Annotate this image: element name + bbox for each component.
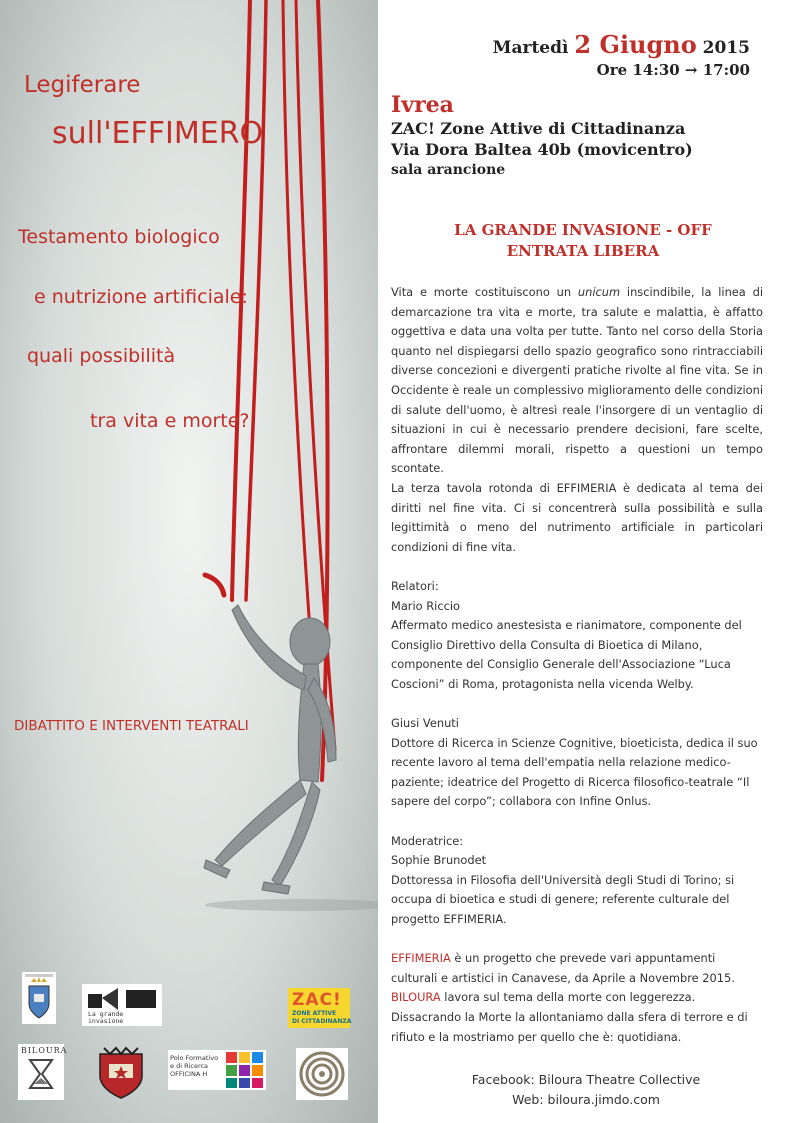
la-grande-invasione-text-1: La grande	[88, 1010, 124, 1018]
speaker-2-name: Giusi Venuti	[391, 716, 459, 731]
web-line: Web: biloura.jimdo.com	[512, 1092, 660, 1107]
contacts-block	[378, 1070, 794, 1110]
event-description	[391, 283, 763, 1047]
city-name: Ivrea	[391, 92, 454, 118]
intro-text-rest: inscindibile, la linea di demarcazione tra vita e morte, tra salute e malattia, è affatto oggettiva e data una volta per tutte. Tanto nel corso della Storia quanto nel dispiegarsi dello spazio geografico sono rintracciabili diverse concezioni e divergenti pratiche rivolte al fine vita. Se in Occidente è reale un complessivo miglioramento delle condizioni di salute dell'uomo, è altresì reale l'insorgere di un ventaglio di situazioni in cui è necessario prendere decisioni, fare scelte, affrontare dilemmi morali, rispetto a questioni un tempo scontate.	[391, 285, 764, 476]
web-label: Web	[512, 1092, 540, 1107]
title-line-1: Legiferare	[24, 72, 141, 98]
venue-name: ZAC! Zone Attive di Cittadinanza	[391, 119, 686, 138]
date-highlight: 2 Giugno	[574, 30, 697, 59]
puppet-illustration	[0, 0, 378, 1123]
zac-logo-word: ZAC!	[292, 990, 342, 1010]
moderator-name: Sophie Brunodet	[391, 853, 487, 868]
event-time: Ore 14:30 → 17:00	[596, 61, 750, 79]
question-line-3: quali possibilità	[27, 345, 176, 367]
moderatrice-label: Moderatrice:	[391, 833, 464, 848]
zac-logo	[288, 988, 350, 1028]
venue-address: Via Dora Baltea 40b (movicentro)	[391, 140, 693, 159]
moderator-bio: Dottoressa in Filosofia dell'Università degli Studi di Torino; si occupa di bioetica e studi di genere; referente culturale del progetto EFFIMERIA.	[391, 872, 735, 926]
event-info-panel	[378, 0, 794, 1123]
facebook-label: Facebook	[471, 1072, 531, 1087]
question-line-2: e nutrizione artificiale:	[34, 286, 248, 308]
headline-line-2: ENTRATA LIBERA	[506, 242, 660, 260]
facebook-line: Facebook: Biloura Theatre Collective	[471, 1072, 701, 1087]
speaker-2-bio: Dottore di Ricerca in Scienze Cognitive, bioeticista, dedica il suo recente lavoro al tema dell'empatia nella relazione medico-paziente; ideatrice del Progetto di Ricerca filosofico-teatrale “Il sapere del corpo”; collabora con Infine Onlus.	[391, 735, 758, 809]
date-time-block	[493, 30, 750, 79]
date-line	[493, 30, 750, 59]
unicum-word: unicum	[577, 285, 621, 299]
question-line-4: tra vita e morte?	[90, 410, 250, 432]
silver-figure	[204, 605, 336, 894]
municipal-crest-logo	[94, 1044, 148, 1100]
effimeria-paragraph	[391, 949, 763, 988]
intro-paragraph	[391, 283, 763, 479]
biloura-logo	[18, 1044, 68, 1100]
title-line-2: sull'EFFIMERO	[52, 116, 264, 151]
officina-h-text-3: OFFICINA H	[170, 1070, 208, 1078]
comune-crest-logo	[22, 972, 56, 1024]
biloura-logo-text: BILOURA	[21, 1046, 68, 1055]
poster-artwork-panel	[0, 0, 378, 1123]
intro-text-start: Vita e morte costituiscono un	[391, 285, 578, 299]
venue-room: sala arancione	[391, 162, 506, 178]
effimeria-text: è un progetto che prevede vari appuntamenti culturali e artistici in Canavese, da Aprile a Novembre 2015.	[391, 951, 735, 985]
second-paragraph: La terza tavola rotonda di EFFIMERIA è dedicata al tema dei diritti nel fine vita. Ci si concentrerà sulla possibilità e sulla legittimità o meno del nutrimento artificiale in particolari condizioni di fine vita.	[391, 480, 763, 554]
zac-logo-sub-1: ZONE ATTIVE	[292, 1010, 337, 1017]
spiral-logo	[296, 1048, 348, 1100]
speaker-1-name: Mario Riccio	[391, 598, 460, 613]
zac-logo-sub-2: DI CITTADINANZA	[292, 1018, 352, 1025]
dibattito-label: DIBATTITO E INTERVENTI TEATRALI	[14, 718, 249, 734]
officina-h-text-1: Polo Formativo	[170, 1054, 219, 1062]
question-line-1: Testamento biologico	[18, 226, 220, 248]
event-headline	[398, 220, 768, 262]
date-year: 2015	[702, 38, 750, 58]
speaker-1-bio: Affermato medico anestesista e rianimatore, componente del Consiglio Direttivo della Consulta di Bioetica di Milano, componente del Consiglio Generale dell'Associazione “Luca Coscioni” di Roma, protagonista nella vicenda Welby.	[391, 618, 742, 691]
facebook-link[interactable]: Biloura Theatre Collective	[538, 1072, 701, 1087]
la-grande-invasione-text-2: invasione	[88, 1017, 124, 1025]
la-grande-invasione-logo	[82, 984, 162, 1026]
biloura-text: lavora sul tema della morte con leggerezza. Dissacrando la Morte la allontaniamo dalla sfera di terrore e di rifiuto e la mostriamo per quello che è: quotidiana.	[391, 990, 748, 1044]
officina-h-logo	[168, 1050, 266, 1090]
date-day: Martedì	[492, 38, 569, 58]
effimeria-word: EFFIMERIA	[391, 951, 451, 966]
biloura-word: BILOURA	[391, 990, 441, 1005]
officina-h-text-2: e di Ricerca	[170, 1062, 209, 1070]
biloura-paragraph	[391, 988, 763, 1047]
color-grid-icon	[226, 1052, 264, 1088]
relatori-label: Relatori:	[391, 578, 439, 593]
venue-block	[391, 92, 693, 181]
web-link[interactable]: biloura.jimdo.com	[547, 1092, 660, 1107]
headline-line-1: LA GRANDE INVASIONE - OFF	[454, 221, 712, 239]
